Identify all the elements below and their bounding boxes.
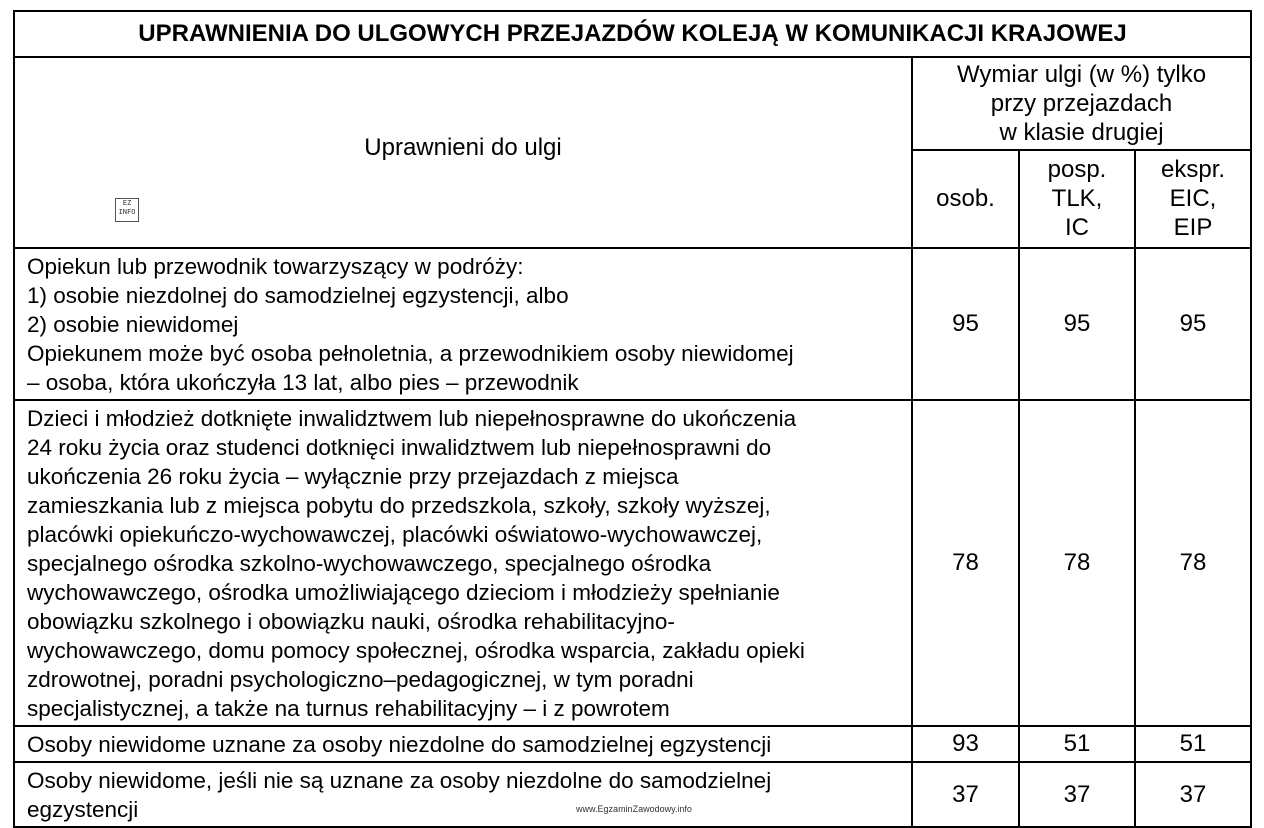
value-ekspr: 78 [1135,400,1251,726]
column-header-osob [912,150,1019,248]
column-header-line: IC [1065,214,1089,242]
table-row [14,726,1251,762]
row-description [14,248,912,400]
description-line: zdrowotnej, poradni psychologiczno–pedagogicznej, w tym poradni [27,667,694,692]
row-description [14,400,912,726]
value-osob: 37 [912,762,1019,827]
column-header-line: osob. [936,185,995,213]
description-line: – osoba, która ukończyła 13 lat, albo pies – przewodnik [27,370,579,395]
discount-header-line: w klasie drugiej [999,118,1164,146]
eligible-header-label: Uprawnieni do ulgi [364,133,562,161]
column-header-ekspr [1135,150,1251,248]
description-line: Dzieci i młodzież dotknięte inwalidztwem lub niepełnosprawne do ukończenia [27,406,797,431]
value-ekspr: 95 [1135,248,1251,400]
description-line: wychowawczego, domu pomocy społecznej, ośrodka wsparcia, zakładu opieki [27,638,805,663]
row-description [14,762,912,827]
column-header-line: ekspr. [1161,156,1226,184]
footer-text: www.EgzaminZawodowy.info [576,804,692,814]
description-line: specjalistycznej, a także na turnus rehabilitacyjny – i z powrotem [27,696,670,721]
discount-table [13,10,1252,828]
table-row [14,400,1251,726]
ezinfo-logo-icon: EZ INFO [115,198,139,222]
description-line: wychowawczego, ośrodka umożliwiającego dzieciom i młodzieży spełnianie [27,580,780,605]
column-header-line: EIC, [1169,185,1217,213]
value-posp: 95 [1019,248,1135,400]
table-row [14,248,1251,400]
discount-header-line: przy przejazdach [990,89,1173,117]
column-header-line: posp. [1047,156,1107,184]
value-posp: 78 [1019,400,1135,726]
description-line: specjalnego ośrodka szkolno-wychowawczego, specjalnego ośrodka [27,551,712,576]
row-description [14,726,912,762]
column-header-line: EIP [1173,214,1213,242]
value-ekspr: 37 [1135,762,1251,827]
description-line: Opiekun lub przewodnik towarzyszący w podróży: [27,254,524,279]
description-line: 2) osobie niewidomej [27,312,239,337]
value-osob: 78 [912,400,1019,726]
description-line: Opiekunem może być osoba pełnoletnia, a przewodnikiem osoby niewidomej [27,341,794,366]
eligible-header [14,57,912,248]
description-line: Osoby niewidome, jeśli nie są uznane za osoby niezdolne do samodzielnej [27,768,772,793]
table-row [14,762,1251,827]
discount-header-line: Wymiar ulgi (w %) tylko [956,60,1207,88]
footer-watermark [0,804,1264,814]
table-title: UPRAWNIENIA DO ULGOWYCH PRZEJAZDÓW KOLEJĄ W KOMUNIKACJI KRAJOWEJ [14,11,1251,57]
discount-header [912,57,1251,150]
value-ekspr: 51 [1135,726,1251,762]
column-header-posp [1019,150,1135,248]
description-line: obowiązku szkolnego i obowiązku nauki, ośrodka rehabilitacyjno- [27,609,675,634]
description-line: egzystencji [27,797,139,822]
value-posp: 37 [1019,762,1135,827]
description-line: Osoby niewidome uznane za osoby niezdolne do samodzielnej egzystencji [27,732,772,757]
description-line: zamieszkania lub z miejsca pobytu do przedszkola, szkoły, szkoły wyższej, [27,493,771,518]
description-line: 24 roku życia oraz studenci dotknięci inwalidztwem lub niepełnosprawni do [27,435,772,460]
description-line: placówki opiekuńczo-wychowawczej, placówki oświatowo-wychowawczej, [27,522,763,547]
column-header-line: TLK, [1051,185,1103,213]
value-osob: 93 [912,726,1019,762]
description-line: 1) osobie niezdolnej do samodzielnej egzystencji, albo [27,283,569,308]
value-osob: 95 [912,248,1019,400]
description-line: ukończenia 26 roku życia – wyłącznie przy przejazdach z miejsca [27,464,679,489]
value-posp: 51 [1019,726,1135,762]
